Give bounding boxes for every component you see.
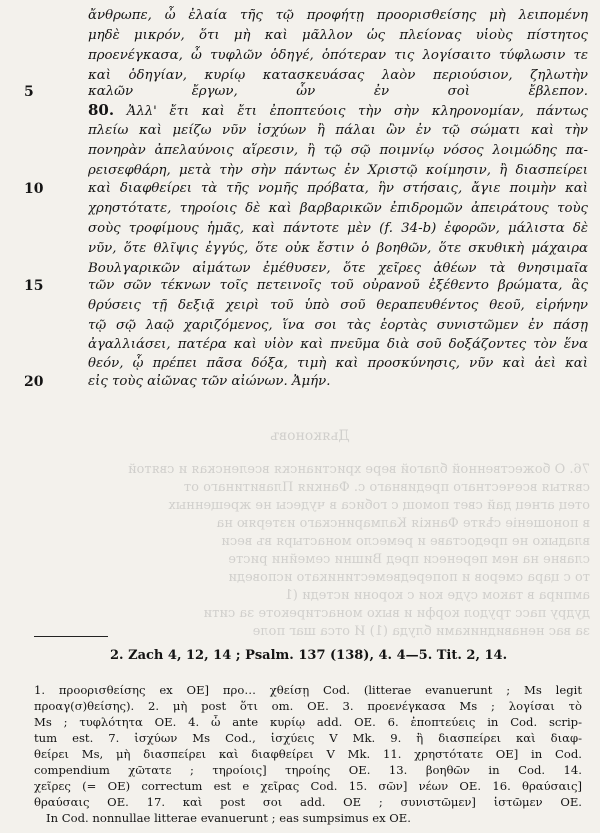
text-line-4: καὶ ὁδηγίαν, κυρίῳ κατασκευάσας λαὸν περιούσιον, ζηλωτὴν <box>88 68 588 83</box>
text-line-18: ἀγαλλιάσει, πατέρα καὶ υἱὸν καὶ πνεῦμα διὰ σοῦ δοξάζοντες τὸν ἕνα <box>88 337 588 352</box>
apparatus-line-9: In Cod. nonnullae litterae evanuerunt ; eas sumpsimus ex OE. <box>46 811 411 825</box>
apparatus-line-2: προαγ(σ)θείσης). 2. μὴ post ὅτι om. OE. 3. προενέγκασα Ms ; λογίσαι τὸ <box>34 699 582 713</box>
text-line-7: πλείω καὶ μείζω νῦν ἰσχύων ἢ πάλαι ὢν ἐν τῷ σώματι καὶ τὴν <box>88 123 588 138</box>
scripture-references: 2. Zach 4, 12, 14 ; Psalm. 137 (138), 4. 4—5. Tit. 2, 14. <box>110 648 508 663</box>
text-line-14: Βουλγαρικῶν αἱμάτων ἐμέθυσεν, ὅτε χεῖρες ἀθέων τὰ θνησιμαῖα <box>88 261 588 276</box>
text-line-10: καὶ διαφθείρει τὰ τῆς νομῆς πρόβατα, ἣν στήσαις, ἄγιε ποιμὴν καὶ <box>88 181 588 196</box>
apparatus-line-3: Ms ; τυφλότητα OE. 4. ὦ ante κυρίῳ add. OE. 6. ἐποπτεύεις in Cod. scrip- <box>34 715 582 729</box>
apparatus-line-5: θείρει Ms, μὴ διασπείρει καὶ διαφθείρει V Mk. 11. χρηστότατε OE] in Cod. <box>34 747 582 761</box>
bleed-line: славне на нем перенеси пред Вишни семейни ристе <box>228 552 590 567</box>
bleed-line: ампира в таком суде кои с корони истеди (1 <box>284 588 590 603</box>
text-line-8: πονηρὰν ἀπελαύνοις αἵρεσιν, ἢ τῷ σῷ ποιμνίῳ νόσος λοιμώδης πα- <box>88 143 588 158</box>
text-line-6-content: Ἀλλ' ἔτι καὶ ἔτι ἐποπτεύοις τὴν σὴν κληρονομίαν, πάντως <box>126 104 588 119</box>
text-line-12: σοὺς τροφίμους ἡμᾶς, καὶ πάντοτε μὲν (f. 34-b) ἐφορῶν, μάλιστα δὲ <box>88 221 588 236</box>
text-line-19: θεόν, ᾧ πρέπει πᾶσα δόξα, τιμὴ καὶ προσκύνησις, νῦν καὶ ἀεὶ καὶ <box>88 356 588 371</box>
apparatus-line-4: tum est. 7. ἰσχύων Ms Cod., ἰσχύεις V Mk. 9. ἢ διασπείρει καὶ διαφ- <box>34 731 582 745</box>
line-number-15: 15 <box>24 278 44 294</box>
text-line-9: ρεισεφθάρη, μετὰ τὴν σὴν πάντως ἐν Χριστῷ κοίμησιν, ἢ διασπείρει <box>88 163 588 178</box>
bleed-line: отец агнец дай свет помощ с гобиса в чудесы не жрещенных <box>168 498 590 513</box>
bleed-line: то с цара смеров и попередвеместиникато исповеди <box>228 570 590 585</box>
bleed-line: в поношеніе сѣяте Фанкія Калмаринскаго изтеряю на <box>216 516 590 531</box>
bleed-line: владыко не предоставе и ремесло монастыря въ веси <box>221 534 590 549</box>
text-line-15: τῶν σῶν τέκνων τοῖς πετεινοῖς τοῦ οὐρανοῦ ἐξέθεντο βρώματα, ἃς <box>88 278 588 293</box>
text-line-5: καλῶν ἔργων, ὧν ἐν σοὶ ἔβλεπον. <box>88 84 588 99</box>
line-number-10: 10 <box>24 181 44 197</box>
reverse-side-bleed-through <box>0 388 600 648</box>
apparatus-line-1: 1. προορισθείσης ex OE] προ… χθείσῃ Cod. (litterae evanuerunt ; Ms legit <box>34 683 582 697</box>
text-line-6 <box>88 100 588 120</box>
text-line-13: νῦν, ὅτε θλῖψις ἐγγύς, ὅτε οὐκ ἔστιν ὁ βοηθῶν, ὅτε σκυθικὴ μάχαιρα <box>88 241 588 256</box>
text-line-3: προενέγκασα, ὦ τυφλῶν ὁδηγέ, ὁπότεραν τις λογίσαιτο τύφλωσιν τε <box>88 48 588 63</box>
bleed-line: дудру пасс трудол корфи и выхо монастирекоте за сити <box>203 606 590 621</box>
text-line-2: μηδὲ μικρόν, ὅτι μὴ καὶ μᾶλλον ὡς πλείονας υἱοὺς πίστητος <box>88 28 588 43</box>
apparatus-line-8: θραύσαις OE. 17. καὶ post σοι add. OE ; συνιστῶμεν] ἱστῶμεν OE. <box>34 795 582 809</box>
apparatus-line-7: χεῖρες (= OE) correctum est e χεῖρας Cod. 15. σῶν] νέων OE. 16. θραύσαις] <box>34 779 582 793</box>
text-line-1: ἄνθρωπε, ὦ ἐλαία τῆς τῷ προφήτῃ προορισθείσης μὴ λειπομένη <box>88 8 588 23</box>
apparatus-line-6: compendium χῶτατε ; τηροίοις] τηροίης OE. 13. βοηθῶν in Cod. 14. <box>34 763 582 777</box>
footnote-divider <box>34 636 108 637</box>
section-number: 80. <box>88 101 115 119</box>
line-number-20: 20 <box>24 374 44 390</box>
bleed-line: за вас ненавидниками блуда (1) И отса шаг поле <box>252 624 590 639</box>
bleed-heading: Дьяконовъ <box>270 428 350 444</box>
text-line-20: εἰς τοὺς αἰῶνας τῶν αἰώνων. Ἀμήν. <box>88 374 331 389</box>
bleed-line: святыя всечестнаго предивнаго с. Фанкия Плавитинаго от <box>183 480 590 495</box>
text-line-16: θρύσεις τῇ δεξιᾷ χειρὶ τοῦ ὑπὸ σοῦ θεραπευθέντος θεοῦ, εἰρήνην <box>88 298 588 313</box>
line-number-5: 5 <box>24 84 34 100</box>
text-line-11: χρηστότατε, τηροίοις δὲ καὶ βαρβαρικῶν ἐπιδρομῶν ἀπειράτους τοὺς <box>88 201 588 216</box>
text-line-17: τῷ σῷ λαῷ χαριζόμενος, ἵνα σοι τὰς ἑορτὰς συνιστῶμεν ἐν πάσῃ <box>88 318 588 333</box>
bleed-line: 76. О божественной благой вере христианскя вселенская и святой <box>127 462 590 477</box>
